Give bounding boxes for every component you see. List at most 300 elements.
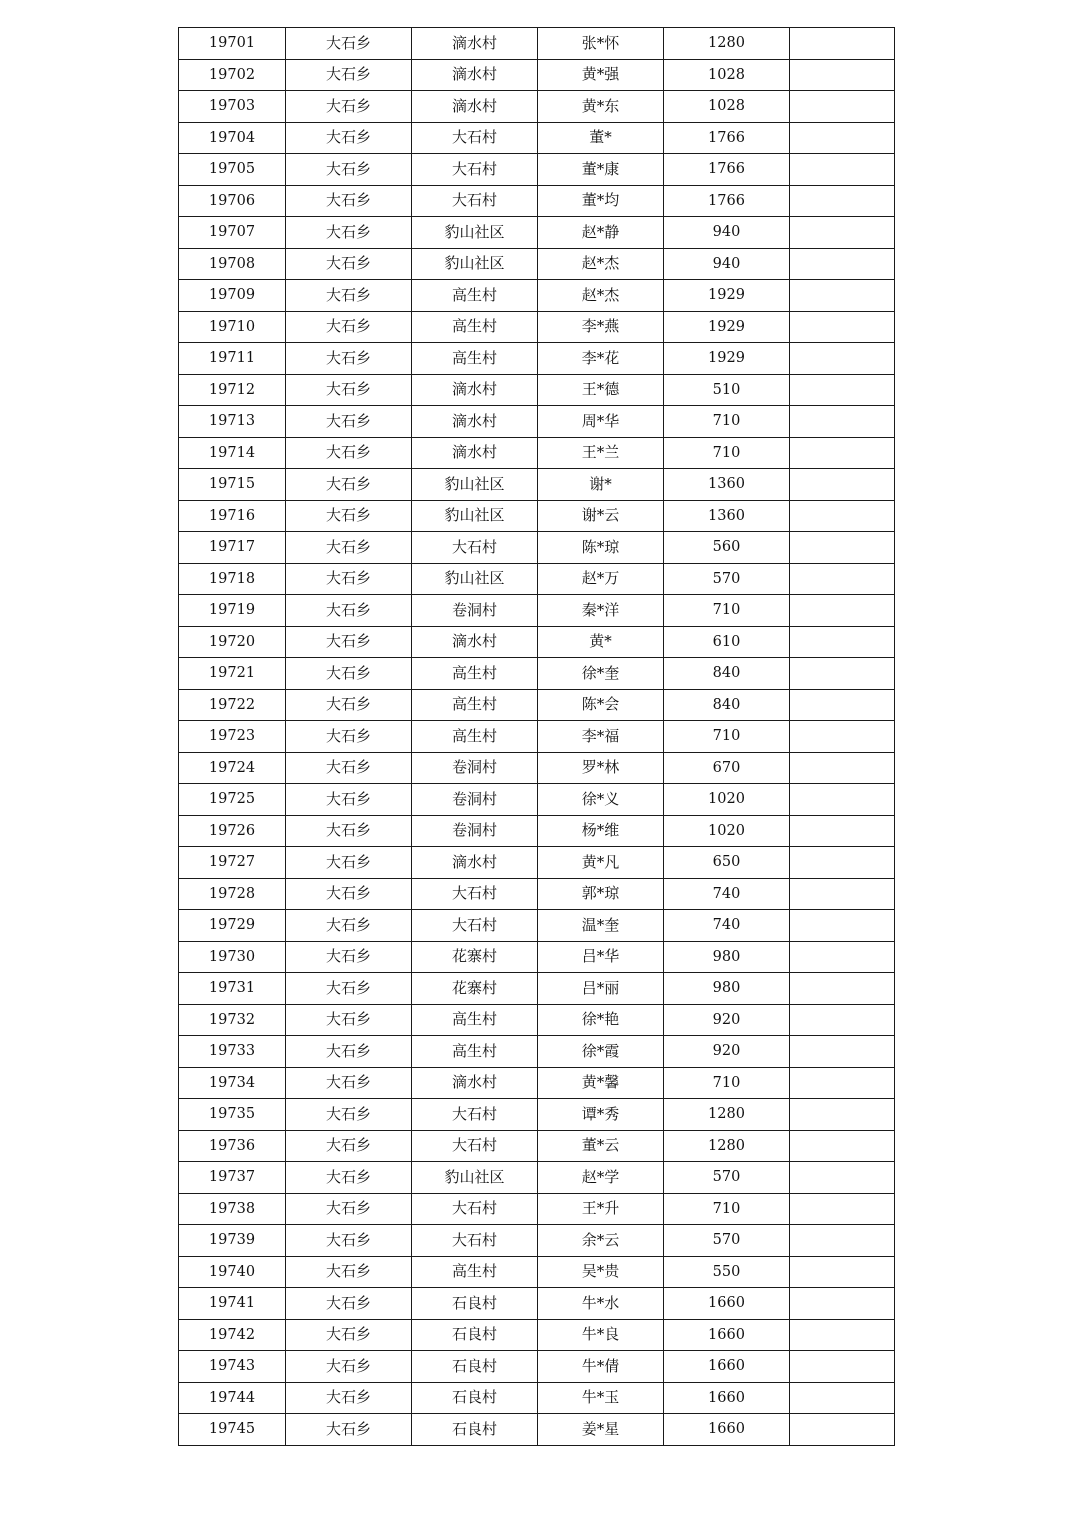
remark-cell <box>790 343 895 375</box>
amount-cell: 1360 <box>664 500 790 532</box>
serial-number-cell: 19721 <box>179 658 286 690</box>
table-row <box>179 217 895 249</box>
township-cell: 大石乡 <box>286 658 412 690</box>
remark-cell <box>790 910 895 942</box>
amount-cell: 740 <box>664 910 790 942</box>
amount-cell: 740 <box>664 878 790 910</box>
village-cell: 豹山社区 <box>412 500 538 532</box>
name-cell: 罗*林 <box>538 752 664 784</box>
serial-number-cell: 19724 <box>179 752 286 784</box>
amount-cell: 1929 <box>664 343 790 375</box>
serial-number-cell: 19728 <box>179 878 286 910</box>
name-cell: 董*康 <box>538 154 664 186</box>
table-row <box>179 1351 895 1383</box>
township-cell: 大石乡 <box>286 847 412 879</box>
amount-cell: 570 <box>664 1225 790 1257</box>
amount-cell: 710 <box>664 437 790 469</box>
table-row <box>179 406 895 438</box>
amount-cell: 920 <box>664 1004 790 1036</box>
table-row <box>179 658 895 690</box>
village-cell: 大石村 <box>412 1193 538 1225</box>
amount-cell: 1766 <box>664 185 790 217</box>
amount-cell: 1020 <box>664 815 790 847</box>
serial-number-cell: 19709 <box>179 280 286 312</box>
amount-cell: 1280 <box>664 28 790 60</box>
name-cell: 牛*良 <box>538 1319 664 1351</box>
amount-cell: 1660 <box>664 1319 790 1351</box>
village-cell: 石良村 <box>412 1414 538 1446</box>
name-cell: 郭*琼 <box>538 878 664 910</box>
remark-cell <box>790 1225 895 1257</box>
table-row <box>179 973 895 1005</box>
remark-cell <box>790 1004 895 1036</box>
serial-number-cell: 19740 <box>179 1256 286 1288</box>
remark-cell <box>790 1414 895 1446</box>
village-cell: 滴水村 <box>412 437 538 469</box>
village-cell: 大石村 <box>412 910 538 942</box>
serial-number-cell: 19701 <box>179 28 286 60</box>
serial-number-cell: 19710 <box>179 311 286 343</box>
amount-cell: 1280 <box>664 1099 790 1131</box>
village-cell: 石良村 <box>412 1351 538 1383</box>
name-cell: 秦*洋 <box>538 595 664 627</box>
township-cell: 大石乡 <box>286 217 412 249</box>
township-cell: 大石乡 <box>286 185 412 217</box>
township-cell: 大石乡 <box>286 1225 412 1257</box>
name-cell: 董*云 <box>538 1130 664 1162</box>
amount-cell: 1028 <box>664 91 790 123</box>
village-cell: 石良村 <box>412 1288 538 1320</box>
serial-number-cell: 19715 <box>179 469 286 501</box>
name-cell: 姜*星 <box>538 1414 664 1446</box>
township-cell: 大石乡 <box>286 941 412 973</box>
serial-number-cell: 19732 <box>179 1004 286 1036</box>
name-cell: 陈*会 <box>538 689 664 721</box>
amount-cell: 570 <box>664 1162 790 1194</box>
amount-cell: 1280 <box>664 1130 790 1162</box>
table-row <box>179 1288 895 1320</box>
table-row <box>179 1162 895 1194</box>
remark-cell <box>790 185 895 217</box>
name-cell: 吴*贵 <box>538 1256 664 1288</box>
township-cell: 大石乡 <box>286 721 412 753</box>
remark-cell <box>790 1099 895 1131</box>
village-cell: 高生村 <box>412 658 538 690</box>
remark-cell <box>790 91 895 123</box>
amount-cell: 610 <box>664 626 790 658</box>
table-row <box>179 343 895 375</box>
township-cell: 大石乡 <box>286 469 412 501</box>
name-cell: 王*升 <box>538 1193 664 1225</box>
name-cell: 黄* <box>538 626 664 658</box>
township-cell: 大石乡 <box>286 28 412 60</box>
village-cell: 高生村 <box>412 1036 538 1068</box>
serial-number-cell: 19705 <box>179 154 286 186</box>
table-row <box>179 815 895 847</box>
name-cell: 余*云 <box>538 1225 664 1257</box>
amount-cell: 1360 <box>664 469 790 501</box>
amount-cell: 980 <box>664 941 790 973</box>
serial-number-cell: 19713 <box>179 406 286 438</box>
amount-cell: 510 <box>664 374 790 406</box>
village-cell: 卷洞村 <box>412 595 538 627</box>
remark-cell <box>790 154 895 186</box>
remark-cell <box>790 1193 895 1225</box>
remark-cell <box>790 469 895 501</box>
remark-cell <box>790 1319 895 1351</box>
township-cell: 大石乡 <box>286 1319 412 1351</box>
table-row <box>179 595 895 627</box>
name-cell: 李*花 <box>538 343 664 375</box>
serial-number-cell: 19730 <box>179 941 286 973</box>
serial-number-cell: 19725 <box>179 784 286 816</box>
name-cell: 吕*华 <box>538 941 664 973</box>
serial-number-cell: 19731 <box>179 973 286 1005</box>
amount-cell: 840 <box>664 689 790 721</box>
village-cell: 滴水村 <box>412 847 538 879</box>
name-cell: 徐*义 <box>538 784 664 816</box>
serial-number-cell: 19706 <box>179 185 286 217</box>
name-cell: 牛*倩 <box>538 1351 664 1383</box>
serial-number-cell: 19702 <box>179 59 286 91</box>
amount-cell: 710 <box>664 721 790 753</box>
remark-cell <box>790 1162 895 1194</box>
serial-number-cell: 19738 <box>179 1193 286 1225</box>
amount-cell: 920 <box>664 1036 790 1068</box>
name-cell: 赵*万 <box>538 563 664 595</box>
serial-number-cell: 19742 <box>179 1319 286 1351</box>
village-cell: 大石村 <box>412 532 538 564</box>
table-row <box>179 1225 895 1257</box>
amount-cell: 1660 <box>664 1414 790 1446</box>
serial-number-cell: 19741 <box>179 1288 286 1320</box>
village-cell: 花寨村 <box>412 941 538 973</box>
table-row <box>179 784 895 816</box>
township-cell: 大石乡 <box>286 1288 412 1320</box>
remark-cell <box>790 280 895 312</box>
village-cell: 豹山社区 <box>412 1162 538 1194</box>
name-cell: 赵*杰 <box>538 280 664 312</box>
remark-cell <box>790 563 895 595</box>
table-row <box>179 721 895 753</box>
township-cell: 大石乡 <box>286 280 412 312</box>
township-cell: 大石乡 <box>286 406 412 438</box>
township-cell: 大石乡 <box>286 1351 412 1383</box>
name-cell: 李*福 <box>538 721 664 753</box>
amount-cell: 940 <box>664 248 790 280</box>
name-cell: 黄*东 <box>538 91 664 123</box>
remark-cell <box>790 941 895 973</box>
serial-number-cell: 19711 <box>179 343 286 375</box>
village-cell: 大石村 <box>412 1225 538 1257</box>
amount-cell: 1028 <box>664 59 790 91</box>
township-cell: 大石乡 <box>286 500 412 532</box>
remark-cell <box>790 500 895 532</box>
table-row <box>179 154 895 186</box>
remark-cell <box>790 847 895 879</box>
table-row <box>179 248 895 280</box>
remark-cell <box>790 59 895 91</box>
remark-cell <box>790 784 895 816</box>
table-row <box>179 28 895 60</box>
amount-cell: 650 <box>664 847 790 879</box>
remark-cell <box>790 1256 895 1288</box>
table-row <box>179 437 895 469</box>
serial-number-cell: 19739 <box>179 1225 286 1257</box>
remark-cell <box>790 406 895 438</box>
amount-cell: 1660 <box>664 1351 790 1383</box>
township-cell: 大石乡 <box>286 437 412 469</box>
table-row <box>179 185 895 217</box>
table-row <box>179 1319 895 1351</box>
amount-cell: 840 <box>664 658 790 690</box>
township-cell: 大石乡 <box>286 1382 412 1414</box>
village-cell: 卷洞村 <box>412 815 538 847</box>
roster-table-body <box>179 28 895 1446</box>
name-cell: 李*燕 <box>538 311 664 343</box>
name-cell: 黄*凡 <box>538 847 664 879</box>
remark-cell <box>790 658 895 690</box>
remark-cell <box>790 532 895 564</box>
village-cell: 豹山社区 <box>412 217 538 249</box>
village-cell: 高生村 <box>412 311 538 343</box>
name-cell: 董*均 <box>538 185 664 217</box>
table-row <box>179 910 895 942</box>
name-cell: 黄*强 <box>538 59 664 91</box>
township-cell: 大石乡 <box>286 343 412 375</box>
name-cell: 徐*奎 <box>538 658 664 690</box>
township-cell: 大石乡 <box>286 1099 412 1131</box>
village-cell: 高生村 <box>412 1256 538 1288</box>
table-row <box>179 941 895 973</box>
village-cell: 卷洞村 <box>412 784 538 816</box>
township-cell: 大石乡 <box>286 1414 412 1446</box>
amount-cell: 710 <box>664 595 790 627</box>
village-cell: 大石村 <box>412 878 538 910</box>
amount-cell: 1766 <box>664 122 790 154</box>
township-cell: 大石乡 <box>286 122 412 154</box>
remark-cell <box>790 1036 895 1068</box>
village-cell: 大石村 <box>412 154 538 186</box>
village-cell: 大石村 <box>412 185 538 217</box>
table-row <box>179 1067 895 1099</box>
serial-number-cell: 19737 <box>179 1162 286 1194</box>
serial-number-cell: 19704 <box>179 122 286 154</box>
table-row <box>179 1004 895 1036</box>
village-cell: 高生村 <box>412 721 538 753</box>
name-cell: 牛*玉 <box>538 1382 664 1414</box>
remark-cell <box>790 311 895 343</box>
table-row <box>179 847 895 879</box>
serial-number-cell: 19714 <box>179 437 286 469</box>
amount-cell: 1020 <box>664 784 790 816</box>
serial-number-cell: 19743 <box>179 1351 286 1383</box>
serial-number-cell: 19734 <box>179 1067 286 1099</box>
serial-number-cell: 19719 <box>179 595 286 627</box>
amount-cell: 570 <box>664 563 790 595</box>
remark-cell <box>790 217 895 249</box>
amount-cell: 710 <box>664 1067 790 1099</box>
village-cell: 卷洞村 <box>412 752 538 784</box>
amount-cell: 1929 <box>664 311 790 343</box>
table-row <box>179 1036 895 1068</box>
serial-number-cell: 19745 <box>179 1414 286 1446</box>
remark-cell <box>790 815 895 847</box>
table-row <box>179 1414 895 1446</box>
serial-number-cell: 19736 <box>179 1130 286 1162</box>
township-cell: 大石乡 <box>286 311 412 343</box>
table-row <box>179 752 895 784</box>
village-cell: 滴水村 <box>412 59 538 91</box>
serial-number-cell: 19726 <box>179 815 286 847</box>
name-cell: 牛*水 <box>538 1288 664 1320</box>
township-cell: 大石乡 <box>286 973 412 1005</box>
village-cell: 滴水村 <box>412 374 538 406</box>
name-cell: 董* <box>538 122 664 154</box>
village-cell: 高生村 <box>412 1004 538 1036</box>
serial-number-cell: 19733 <box>179 1036 286 1068</box>
table-row <box>179 1193 895 1225</box>
name-cell: 赵*学 <box>538 1162 664 1194</box>
remark-cell <box>790 973 895 1005</box>
name-cell: 温*奎 <box>538 910 664 942</box>
amount-cell: 1660 <box>664 1288 790 1320</box>
roster-table <box>178 27 895 1446</box>
township-cell: 大石乡 <box>286 59 412 91</box>
name-cell: 周*华 <box>538 406 664 438</box>
serial-number-cell: 19744 <box>179 1382 286 1414</box>
name-cell: 王*兰 <box>538 437 664 469</box>
village-cell: 滴水村 <box>412 1067 538 1099</box>
amount-cell: 1929 <box>664 280 790 312</box>
serial-number-cell: 19707 <box>179 217 286 249</box>
remark-cell <box>790 1067 895 1099</box>
township-cell: 大石乡 <box>286 752 412 784</box>
name-cell: 谭*秀 <box>538 1099 664 1131</box>
name-cell: 吕*丽 <box>538 973 664 1005</box>
remark-cell <box>790 122 895 154</box>
remark-cell <box>790 1382 895 1414</box>
remark-cell <box>790 689 895 721</box>
serial-number-cell: 19723 <box>179 721 286 753</box>
remark-cell <box>790 1130 895 1162</box>
remark-cell <box>790 437 895 469</box>
table-row <box>179 626 895 658</box>
name-cell: 谢* <box>538 469 664 501</box>
serial-number-cell: 19703 <box>179 91 286 123</box>
remark-cell <box>790 752 895 784</box>
table-row <box>179 469 895 501</box>
remark-cell <box>790 721 895 753</box>
amount-cell: 550 <box>664 1256 790 1288</box>
township-cell: 大石乡 <box>286 248 412 280</box>
table-row <box>179 563 895 595</box>
village-cell: 滴水村 <box>412 406 538 438</box>
township-cell: 大石乡 <box>286 626 412 658</box>
table-row <box>179 1130 895 1162</box>
amount-cell: 1766 <box>664 154 790 186</box>
table-row <box>179 59 895 91</box>
serial-number-cell: 19718 <box>179 563 286 595</box>
name-cell: 赵*静 <box>538 217 664 249</box>
township-cell: 大石乡 <box>286 1162 412 1194</box>
serial-number-cell: 19735 <box>179 1099 286 1131</box>
village-cell: 花寨村 <box>412 973 538 1005</box>
name-cell: 陈*琼 <box>538 532 664 564</box>
table-row <box>179 91 895 123</box>
township-cell: 大石乡 <box>286 154 412 186</box>
village-cell: 豹山社区 <box>412 469 538 501</box>
township-cell: 大石乡 <box>286 595 412 627</box>
remark-cell <box>790 1288 895 1320</box>
township-cell: 大石乡 <box>286 1036 412 1068</box>
amount-cell: 940 <box>664 217 790 249</box>
remark-cell <box>790 28 895 60</box>
township-cell: 大石乡 <box>286 878 412 910</box>
village-cell: 滴水村 <box>412 626 538 658</box>
name-cell: 徐*艳 <box>538 1004 664 1036</box>
remark-cell <box>790 595 895 627</box>
table-row <box>179 374 895 406</box>
amount-cell: 560 <box>664 532 790 564</box>
township-cell: 大石乡 <box>286 1130 412 1162</box>
table-row <box>179 1099 895 1131</box>
village-cell: 石良村 <box>412 1319 538 1351</box>
remark-cell <box>790 878 895 910</box>
table-row <box>179 122 895 154</box>
amount-cell: 710 <box>664 1193 790 1225</box>
name-cell: 黄*馨 <box>538 1067 664 1099</box>
village-cell: 大石村 <box>412 122 538 154</box>
township-cell: 大石乡 <box>286 1067 412 1099</box>
township-cell: 大石乡 <box>286 815 412 847</box>
township-cell: 大石乡 <box>286 784 412 816</box>
serial-number-cell: 19716 <box>179 500 286 532</box>
name-cell: 杨*维 <box>538 815 664 847</box>
serial-number-cell: 19722 <box>179 689 286 721</box>
table-row <box>179 1382 895 1414</box>
serial-number-cell: 19717 <box>179 532 286 564</box>
serial-number-cell: 19727 <box>179 847 286 879</box>
remark-cell <box>790 626 895 658</box>
township-cell: 大石乡 <box>286 1193 412 1225</box>
amount-cell: 710 <box>664 406 790 438</box>
table-row <box>179 280 895 312</box>
table-row <box>179 532 895 564</box>
village-cell: 高生村 <box>412 343 538 375</box>
village-cell: 滴水村 <box>412 91 538 123</box>
serial-number-cell: 19720 <box>179 626 286 658</box>
serial-number-cell: 19712 <box>179 374 286 406</box>
name-cell: 徐*霞 <box>538 1036 664 1068</box>
township-cell: 大石乡 <box>286 532 412 564</box>
village-cell: 豹山社区 <box>412 248 538 280</box>
village-cell: 滴水村 <box>412 28 538 60</box>
township-cell: 大石乡 <box>286 689 412 721</box>
township-cell: 大石乡 <box>286 563 412 595</box>
township-cell: 大石乡 <box>286 374 412 406</box>
village-cell: 高生村 <box>412 280 538 312</box>
name-cell: 王*德 <box>538 374 664 406</box>
name-cell: 谢*云 <box>538 500 664 532</box>
township-cell: 大石乡 <box>286 1004 412 1036</box>
name-cell: 赵*杰 <box>538 248 664 280</box>
serial-number-cell: 19729 <box>179 910 286 942</box>
table-row <box>179 500 895 532</box>
township-cell: 大石乡 <box>286 910 412 942</box>
remark-cell <box>790 248 895 280</box>
village-cell: 高生村 <box>412 689 538 721</box>
